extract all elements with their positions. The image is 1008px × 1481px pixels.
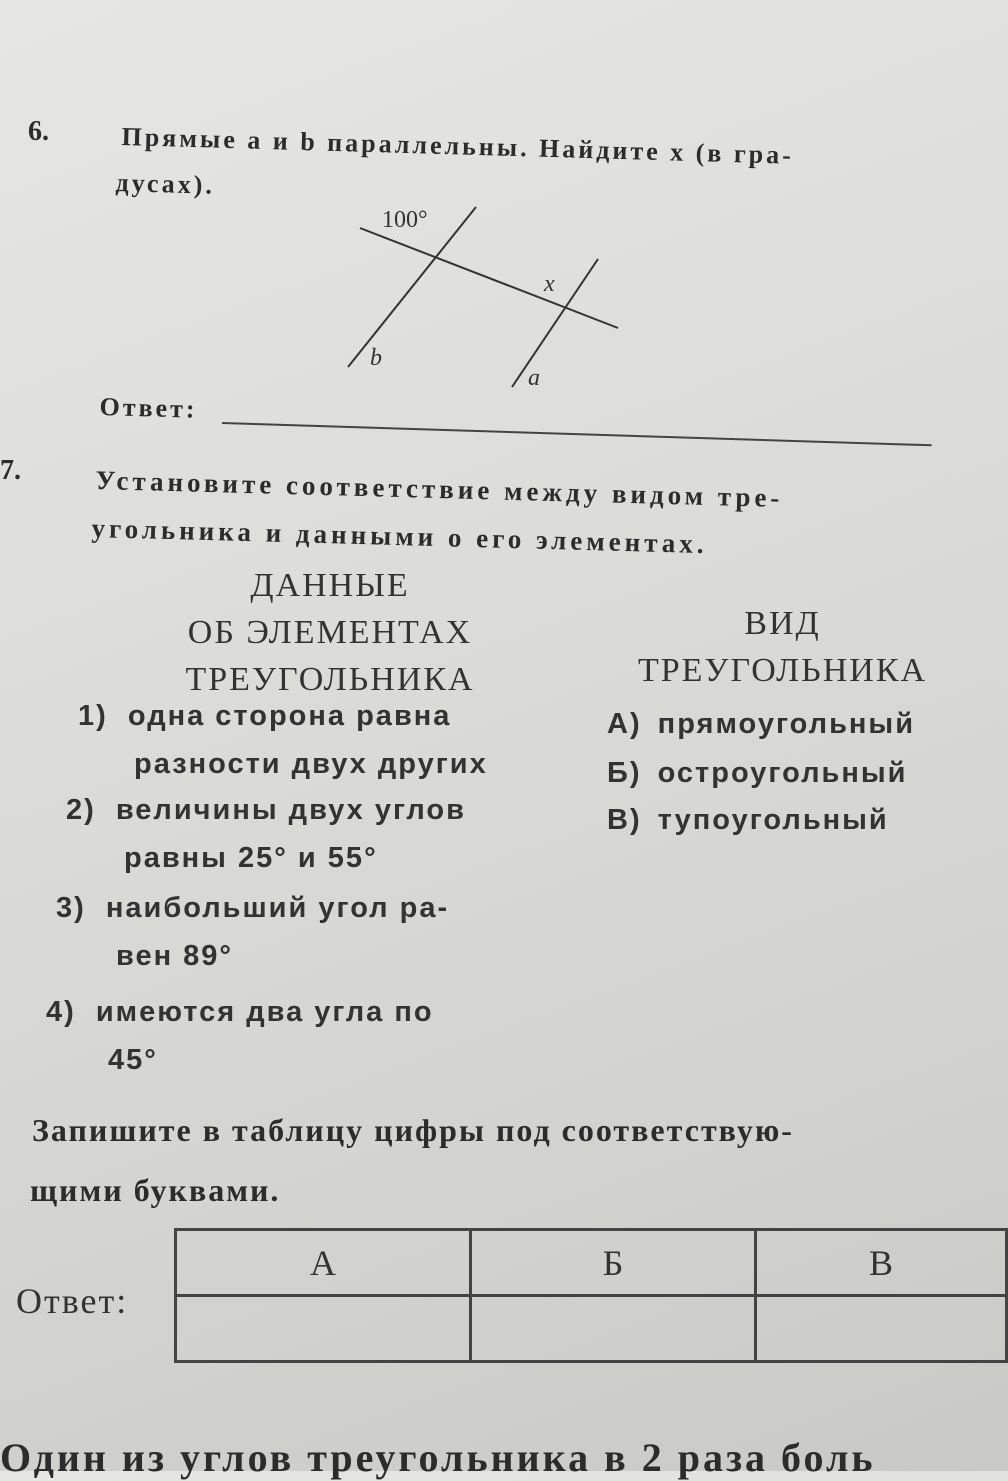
- item-4-line2: 45°: [108, 1044, 158, 1076]
- item-4-line1: имеются два угла по: [95, 996, 434, 1028]
- left-header-line1: ДАННЫЕ: [250, 567, 410, 604]
- item-4: [46, 988, 434, 1084]
- answer-table: [174, 1228, 1008, 1363]
- task7-number: 7.: [0, 455, 21, 486]
- task6-number: 6.: [28, 116, 49, 147]
- option-a-text: прямоугольный: [657, 708, 916, 740]
- item-2-line2: равны 25° и 55°: [124, 842, 378, 874]
- task7-text-line1: Установите соответствие между видом тре-: [95, 465, 784, 514]
- task6-answer-line[interactable]: [222, 422, 932, 446]
- item-4-number: 4): [46, 996, 76, 1028]
- instruction-line1: Запишите в таблицу цифры под соответствую-: [32, 1112, 794, 1148]
- item-2: [66, 786, 466, 882]
- option-a: [607, 708, 915, 741]
- option-a-letter: А): [607, 708, 642, 740]
- parallel-lines-figure: [330, 195, 640, 395]
- option-c-text: тупоугольный: [657, 804, 889, 836]
- line-a-label: a: [528, 365, 540, 391]
- answer-cell-a[interactable]: [176, 1296, 471, 1362]
- item-3-line2: вен 89°: [116, 940, 234, 972]
- next-task-partial: Один из углов треугольника в 2 раза боль: [0, 1435, 876, 1480]
- transversal-line: [360, 228, 618, 328]
- table-header-b: Б: [471, 1230, 756, 1296]
- option-c: [607, 804, 889, 837]
- item-1-line2: разности двух других: [134, 748, 488, 780]
- option-b-text: остроугольный: [657, 757, 908, 789]
- option-b-letter: Б): [607, 757, 642, 789]
- task6-text-line2: дусах).: [115, 168, 216, 200]
- left-header-line3: ТРЕУГОЛЬНИКА: [185, 661, 475, 698]
- item-3-number: 3): [56, 892, 86, 924]
- line-a: [512, 259, 598, 387]
- right-header-line1: ВИД: [744, 605, 821, 642]
- item-1: [78, 692, 488, 788]
- task7-text-line2: угольника и данными о его элементах.: [91, 513, 708, 560]
- right-column-header: [605, 600, 960, 694]
- task6-text-line1: Прямые a и b параллельны. Найдите x (в гра-: [121, 122, 795, 170]
- instruction-line2: щими буквами.: [30, 1172, 281, 1208]
- right-header-line2: ТРЕУГОЛЬНИКА: [637, 652, 928, 689]
- item-1-number: 1): [78, 700, 108, 732]
- item-1-line1: одна сторона равна: [127, 700, 452, 732]
- item-3-line1: наибольший угол ра-: [105, 892, 450, 924]
- item-2-number: 2): [66, 794, 96, 826]
- answer-cell-b[interactable]: [471, 1296, 756, 1362]
- task6-answer-label: Ответ:: [99, 392, 198, 424]
- item-3: [56, 884, 449, 980]
- left-column-header: [150, 562, 510, 703]
- option-b: [607, 757, 907, 790]
- left-header-line2: ОБ ЭЛЕМЕНТАХ: [187, 614, 473, 651]
- option-c-letter: В): [607, 804, 642, 836]
- task7-answer-label: Ответ:: [16, 1281, 129, 1321]
- item-2-line1: величины двух углов: [115, 794, 466, 826]
- angle-x-label: x: [544, 271, 555, 297]
- table-header-a: А: [176, 1230, 471, 1296]
- answer-cell-c[interactable]: [756, 1296, 1007, 1362]
- line-b-label: b: [370, 345, 382, 371]
- angle-100-label: 100°: [382, 207, 428, 233]
- table-header-c: В: [756, 1230, 1007, 1296]
